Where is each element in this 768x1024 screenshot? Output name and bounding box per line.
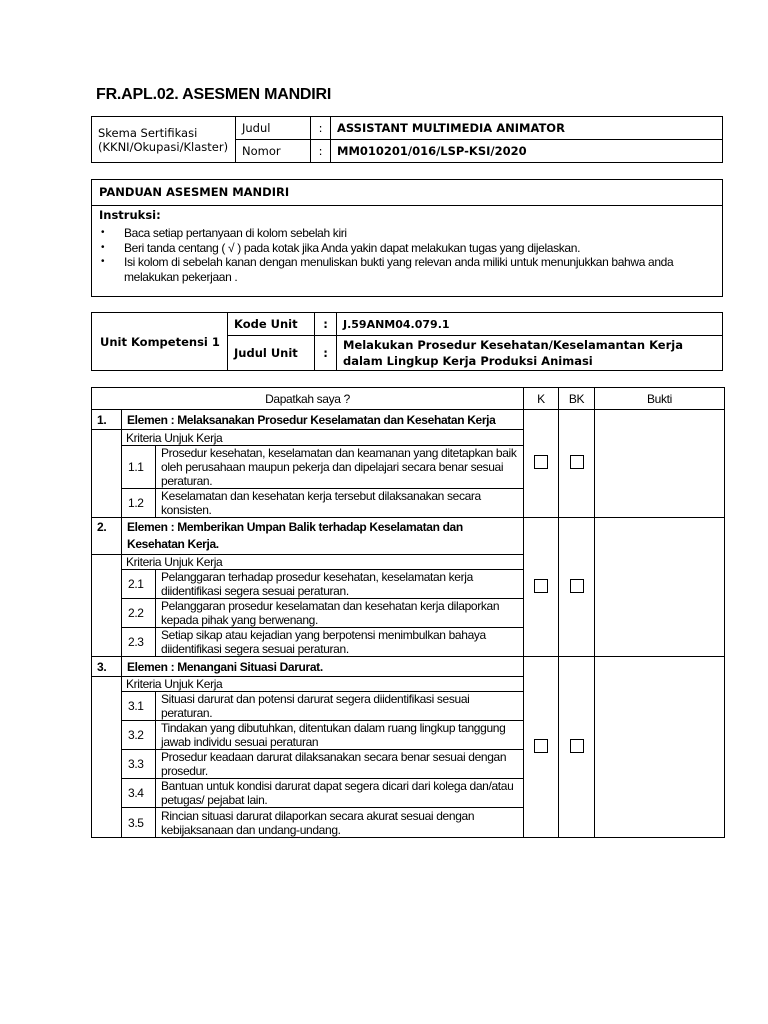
- element-title: Elemen : Melaksanakan Prosedur Keselamatan dan Kesehatan Kerja: [122, 410, 524, 430]
- nomor-label: Nomor: [236, 140, 311, 163]
- assessment-table: [91, 387, 725, 838]
- bk-checkbox[interactable]: [570, 579, 584, 593]
- k-checkbox[interactable]: [534, 739, 548, 753]
- kode-unit-label: Kode Unit: [228, 313, 315, 336]
- instruction-item: • Baca setiap pertanyaan di kolom sebelah kiri: [122, 226, 722, 241]
- judul-unit-label: Judul Unit: [228, 336, 315, 371]
- judul-unit-value: Melakukan Prosedur Kesehatan/Keselamantan Kerja dalam Lingkup Kerja Produksi Animasi: [337, 336, 723, 371]
- nomor-value: MM010201/016/LSP-KSI/2020: [331, 140, 723, 163]
- scheme-label: [92, 117, 236, 163]
- bk-checkbox[interactable]: [570, 455, 584, 469]
- criteria-number: 2.3: [122, 628, 156, 657]
- judul-label: Judul: [236, 117, 311, 140]
- k-checkbox[interactable]: [534, 579, 548, 593]
- kriteria-label: Kriteria Unjuk Kerja: [122, 430, 524, 446]
- judul-unit-colon: :: [315, 336, 337, 371]
- criteria-number: 3.5: [122, 808, 156, 838]
- unit-label: Unit Kompetensi 1: [92, 313, 228, 371]
- criteria-number: 3.1: [122, 692, 156, 721]
- page-title: FR.APL.02. ASESMEN MANDIRI: [96, 86, 332, 103]
- kode-colon: :: [315, 313, 337, 336]
- k-cell: [524, 518, 559, 657]
- guide-box: [91, 179, 723, 297]
- spacer-cell: [92, 677, 122, 838]
- bk-cell: [559, 657, 595, 838]
- criteria-number: 1.2: [122, 489, 156, 518]
- question-header: Dapatkah saya ?: [92, 388, 524, 410]
- k-cell: [524, 657, 559, 838]
- element-title: Elemen : Memberikan Umpan Balik terhadap Keselamatan dan Kesehatan Kerja.: [122, 518, 524, 555]
- guide-heading: PANDUAN ASESMEN MANDIRI: [92, 180, 722, 206]
- element-number: 3.: [92, 657, 122, 677]
- criteria-text: Bantuan untuk kondisi darurat dapat segera dicari dari kolega dan/atau petugas/ pejabat lain.: [156, 779, 524, 808]
- criteria-number: 2.2: [122, 599, 156, 628]
- criteria-number: 2.1: [122, 570, 156, 599]
- criteria-text: Situasi darurat dan potensi darurat segera diidentifikasi sesuai peraturan.: [156, 692, 524, 721]
- criteria-text: Keselamatan dan kesehatan kerja tersebut dilaksanakan secara konsisten.: [156, 489, 524, 518]
- bukti-cell[interactable]: [595, 657, 725, 838]
- kode-unit-value: J.59ANM04.079.1: [337, 313, 723, 336]
- scheme-label-line2: (KKNI/Okupasi/Klaster): [98, 139, 229, 154]
- element-title: Elemen : Menangani Situasi Darurat.: [122, 657, 524, 677]
- k-checkbox[interactable]: [534, 455, 548, 469]
- unit-table: [91, 312, 723, 371]
- criteria-text: Prosedur keadaan darurat dilaksanakan secara benar sesuai dengan prosedur.: [156, 750, 524, 779]
- instruction-item: • Beri tanda centang ( √ ) pada kotak jika Anda yakin dapat melakukan tugas yang dijelaskan.: [122, 241, 722, 256]
- criteria-number: 1.1: [122, 446, 156, 489]
- instruction-item: • Isi kolom di sebelah kanan dengan menuliskan bukti yang relevan anda miliki untuk menunjukkan bahwa anda melakukan pekerjaan .: [122, 255, 722, 284]
- spacer-cell: [92, 430, 122, 518]
- criteria-text: Pelanggaran prosedur keselamatan dan kesehatan kerja dilaporkan kepada pihak yang berwenang.: [156, 599, 524, 628]
- k-cell: [524, 410, 559, 518]
- criteria-number: 3.2: [122, 721, 156, 750]
- nomor-colon: :: [311, 140, 331, 163]
- instructions-label: Instruksi:: [99, 208, 161, 222]
- criteria-number: 3.3: [122, 750, 156, 779]
- judul-colon: :: [311, 117, 331, 140]
- spacer-cell: [92, 555, 122, 657]
- criteria-text: Setiap sikap atau kejadian yang berpotensi menimbulkan bahaya diidentifikasi segera sesuai peraturan.: [156, 628, 524, 657]
- criteria-text: Tindakan yang dibutuhkan, ditentukan dalam ruang lingkup tanggung jawab individu sesuai peraturan: [156, 721, 524, 750]
- bk-cell: [559, 518, 595, 657]
- criteria-text: Pelanggaran terhadap prosedur kesehatan, keselamatan kerja diidentifikasi segera sesuai peraturan.: [156, 570, 524, 599]
- criteria-number: 3.4: [122, 779, 156, 808]
- bk-header: BK: [559, 388, 595, 410]
- criteria-text: Rincian situasi darurat dilaporkan secara akurat sesuai dengan kebijaksanaan dan undang-undang.: [156, 808, 524, 838]
- element-number: 1.: [92, 410, 122, 430]
- scheme-label-line1: Skema Sertifikasi: [98, 125, 198, 140]
- criteria-text: Prosedur kesehatan, keselamatan dan keamanan yang ditetapkan baik oleh perusahaan maupun pekerja dan dipelajari secara benar sesuai peraturan.: [156, 446, 524, 489]
- judul-value: ASSISTANT MULTIMEDIA ANIMATOR: [331, 117, 723, 140]
- kriteria-label: Kriteria Unjuk Kerja: [122, 677, 524, 692]
- bukti-header: Bukti: [595, 388, 725, 410]
- bukti-cell[interactable]: [595, 518, 725, 657]
- bukti-cell[interactable]: [595, 410, 725, 518]
- k-header: K: [524, 388, 559, 410]
- bk-cell: [559, 410, 595, 518]
- kriteria-label: Kriteria Unjuk Kerja: [122, 555, 524, 570]
- scheme-table: [91, 116, 723, 163]
- bk-checkbox[interactable]: [570, 739, 584, 753]
- element-number: 2.: [92, 518, 122, 555]
- instruction-list: [92, 226, 722, 284]
